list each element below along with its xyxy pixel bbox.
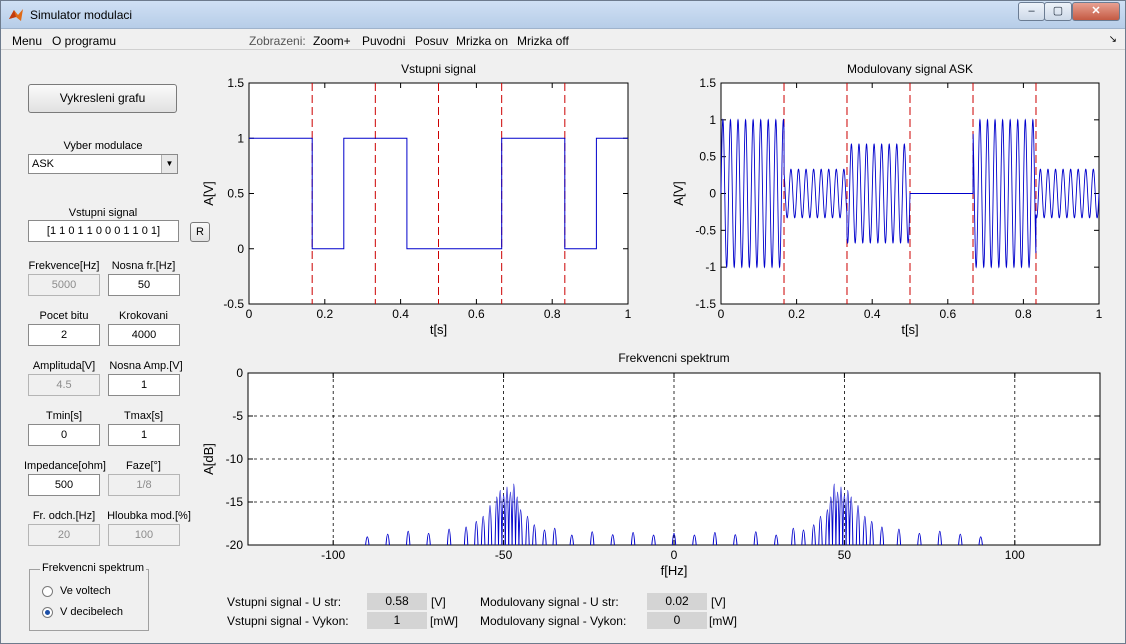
input-power-unit: [mW] xyxy=(430,614,458,628)
y-tick-label: 1 xyxy=(237,131,244,146)
impedance-label: Impedance[ohm] xyxy=(24,460,106,472)
modulation-label: Vyber modulace xyxy=(63,140,143,152)
impedance-field[interactable]: 500 xyxy=(28,474,100,496)
radio-volts-label[interactable]: Ve voltech xyxy=(60,585,111,597)
dock-arrow-icon[interactable]: ↘ xyxy=(1108,34,1117,45)
minimize-button[interactable]: – xyxy=(1018,2,1045,21)
radio-decibels-label[interactable]: V decibelech xyxy=(60,606,123,618)
menu-item-menu[interactable]: Menu xyxy=(12,34,43,48)
phase-field: 1/8 xyxy=(108,474,180,496)
draw-graph-button[interactable]: Vykresleni grafu xyxy=(28,84,177,113)
x-tick-label: 0.4 xyxy=(392,307,409,321)
x-tick-label: 0.6 xyxy=(939,307,957,321)
spectrum-group-title: Frekvencni spektrum xyxy=(42,562,145,574)
input-signal-chart[interactable] xyxy=(201,76,641,344)
y-tick-label: -1.5 xyxy=(695,297,716,311)
x-axis-label: f[Hz] xyxy=(660,563,688,578)
menu-item-about[interactable]: O programu xyxy=(52,34,117,48)
y-axis-label: A[V] xyxy=(671,181,686,206)
carrier-frequency-label: Nosna fr.[Hz] xyxy=(111,260,176,272)
phase-label: Faze[°] xyxy=(126,460,161,472)
x-axis-label: t[s] xyxy=(429,322,448,337)
y-tick-label: -0.5 xyxy=(223,297,244,311)
title-bar xyxy=(1,1,1125,29)
tmin-field[interactable]: 0 xyxy=(28,424,100,446)
y-tick-label: -15 xyxy=(225,495,243,509)
y-tick-label: 1.5 xyxy=(699,76,716,90)
y-tick-label: 0.5 xyxy=(227,186,244,201)
menu-bar xyxy=(1,30,1125,50)
bits-count-label: Pocet bitu xyxy=(39,310,89,322)
modulated-voltage-value: 0.02 xyxy=(647,593,707,610)
carrier-amplitude-field[interactable]: 1 xyxy=(108,374,180,396)
x-tick-label: -100 xyxy=(321,548,346,562)
input-power-value: 1 xyxy=(367,612,427,629)
freq-deviation-field: 20 xyxy=(28,524,100,546)
frequency-field: 5000 xyxy=(28,274,100,296)
x-tick-label: 0.8 xyxy=(1015,307,1032,321)
x-tick-label: 0 xyxy=(245,307,253,321)
chevron-down-icon[interactable]: ▼ xyxy=(161,155,177,173)
ask-signal-chart[interactable] xyxy=(671,76,1111,344)
menu-item-grid-on[interactable]: Mrizka on xyxy=(456,34,509,48)
radio-selected-dot xyxy=(45,610,50,615)
matlab-logo-icon xyxy=(8,7,24,23)
plot-input-title: Vstupni signal xyxy=(401,62,476,76)
mod-depth-label: Hloubka mod.[%] xyxy=(107,510,191,522)
y-axis-label: A[dB] xyxy=(201,443,216,475)
spectrum-units-group xyxy=(29,562,149,631)
modulation-select-value: ASK xyxy=(32,158,55,170)
x-tick-label: 1 xyxy=(624,307,632,321)
x-tick-label: 0.4 xyxy=(863,307,881,321)
steps-field[interactable]: 4000 xyxy=(108,324,180,346)
carrier-amplitude-label: Nosna Amp.[V] xyxy=(109,360,183,372)
input-signal-field[interactable]: [1 1 0 1 1 0 0 0 1 1 0 1] xyxy=(28,220,179,242)
modulated-power-unit: [mW] xyxy=(709,614,737,628)
y-tick-label: 0 xyxy=(237,241,244,256)
x-tick-label: 50 xyxy=(837,548,852,562)
freq-deviation-label: Fr. odch.[Hz] xyxy=(32,510,96,522)
bits-count-field[interactable]: 2 xyxy=(28,324,100,346)
modulation-select[interactable] xyxy=(28,154,178,174)
modulated-voltage-label: Modulovany signal - U str: xyxy=(480,595,619,609)
reset-r-button[interactable]: R xyxy=(190,222,210,242)
y-tick-label: -10 xyxy=(225,452,243,466)
y-tick-label: 1 xyxy=(709,112,716,127)
frequency-label: Frekvence[Hz] xyxy=(28,260,100,272)
plot-spectrum-title: Frekvencni spektrum xyxy=(618,351,730,365)
close-button[interactable]: ✕ xyxy=(1072,2,1120,21)
input-voltage-label: Vstupni signal - U str: xyxy=(227,595,342,609)
input-voltage-unit: [V] xyxy=(431,595,446,609)
amplitude-label: Amplituda[V] xyxy=(32,360,96,372)
plot-ask-title: Modulovany signal ASK xyxy=(846,62,974,76)
modulated-voltage-unit: [V] xyxy=(711,595,726,609)
x-tick-label: -50 xyxy=(494,548,513,562)
tmax-label: Tmax[s] xyxy=(123,410,164,422)
menu-item-zoom[interactable]: Zoom+ xyxy=(313,34,351,48)
radio-decibels[interactable] xyxy=(42,607,53,618)
x-tick-label: 0 xyxy=(717,307,725,321)
menu-item-grid-off[interactable]: Mrizka off xyxy=(517,34,569,48)
x-tick-label: 1 xyxy=(1095,307,1103,321)
window-title: Simulator modulaci xyxy=(30,8,133,22)
y-tick-label: -1 xyxy=(705,260,716,275)
display-label: Zobrazeni: xyxy=(249,34,306,48)
x-tick-label: 0.2 xyxy=(316,307,334,321)
y-tick-label: -0.5 xyxy=(695,223,716,238)
x-tick-label: 0.6 xyxy=(468,307,485,321)
input-power-label: Vstupni signal - Vykon: xyxy=(227,614,349,628)
x-tick-label: 0 xyxy=(670,548,678,562)
steps-label: Krokovani xyxy=(119,310,168,322)
x-tick-label: 0.2 xyxy=(788,307,805,321)
mod-depth-field: 100 xyxy=(108,524,180,546)
maximize-button[interactable]: ▢ xyxy=(1044,2,1072,21)
modulated-power-label: Modulovany signal - Vykon: xyxy=(480,614,627,628)
x-tick-label: 0.8 xyxy=(543,307,561,321)
tmax-field[interactable]: 1 xyxy=(108,424,180,446)
tmin-label: Tmin[s] xyxy=(45,410,83,422)
y-tick-label: -20 xyxy=(225,538,243,552)
y-tick-label: 1.5 xyxy=(227,76,244,90)
carrier-frequency-field[interactable]: 50 xyxy=(108,274,180,296)
spectrum-chart[interactable] xyxy=(201,365,1116,583)
amplitude-field: 4.5 xyxy=(28,374,100,396)
modulated-power-value: 0 xyxy=(647,612,707,629)
y-tick-label: 0 xyxy=(236,366,243,380)
radio-volts[interactable] xyxy=(42,586,53,597)
y-axis-label: A[V] xyxy=(201,181,216,206)
x-tick-label: 100 xyxy=(1004,548,1025,562)
menu-item-pan[interactable]: Posuv xyxy=(415,34,449,48)
input-signal-label: Vstupni signal xyxy=(68,207,138,219)
x-axis-label: t[s] xyxy=(901,322,919,337)
input-voltage-value: 0.58 xyxy=(367,593,427,610)
y-tick-label: 0.5 xyxy=(699,149,716,164)
y-tick-label: 0 xyxy=(709,186,716,201)
menu-item-original[interactable]: Puvodni xyxy=(362,34,406,48)
y-tick-label: -5 xyxy=(232,409,243,423)
